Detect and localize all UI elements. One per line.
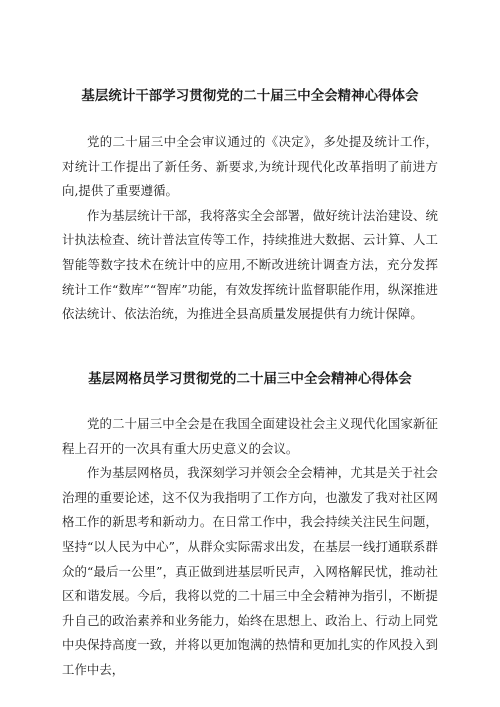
article-1-body: [62, 130, 438, 327]
article-2-title: 基层网格员学习贯彻党的二十届三中全会精神心得体会: [88, 372, 412, 387]
article-1-paragraph-1: 党的二十届三中全会审议通过的《决定》，多处提及统计工作，对统计工作提出了新任务、新要求,为统计现代化改革指明了前进方向,提供了重要遵循。: [62, 134, 438, 199]
article-2-paragraph-2: 作为基层网格员，我深刻学习并领会全会精神，尤其是关于社会治理的重要论述，这不仅为我指明了工作方向，也激发了我对社区网格工作的新思考和新动力。在日常工作中，我会持续关注民生问题，坚持“以人民为中心”，从群众实际需求出发，在基层一线打通联系群众的“最后一公里”，真正做到进基层听民声，入网格解民忧，推动社区和谐发展。今后，我将以党的二十届三中全会精神为指引，不断提升自己的政治素养和业务能力，始终在思想上、政治上、行动上同党中央保持高度一致，并将以更加饱满的热情和更加扎实的作风投入到工作中去，: [62, 465, 438, 677]
article-1-paragraph-2: 作为基层统计干部，我将落实全会部署，做好统计法治建设、统计执法检查、统计普法宣传等工作，持续推进大数据、云计算、人工智能等数字技术在统计中的应用,不断改进统计调查方法，充分发挥统计工作“数库”“智库”功能，有效发挥统计监督职能作用，纵深推进依法统计、依法治统，为推进全县高质量发展提供有力统计保障。: [62, 207, 438, 322]
article-2-body: [62, 412, 438, 683]
article-1-title: 基层统计干部学习贯彻党的二十届三中全会精神心得体会: [81, 89, 419, 104]
article-2-paragraph-1: 党的二十届三中全会是在我国全面建设社会主义现代化国家新征程上召开的一次具有重大历史意义的会议。: [62, 416, 438, 456]
